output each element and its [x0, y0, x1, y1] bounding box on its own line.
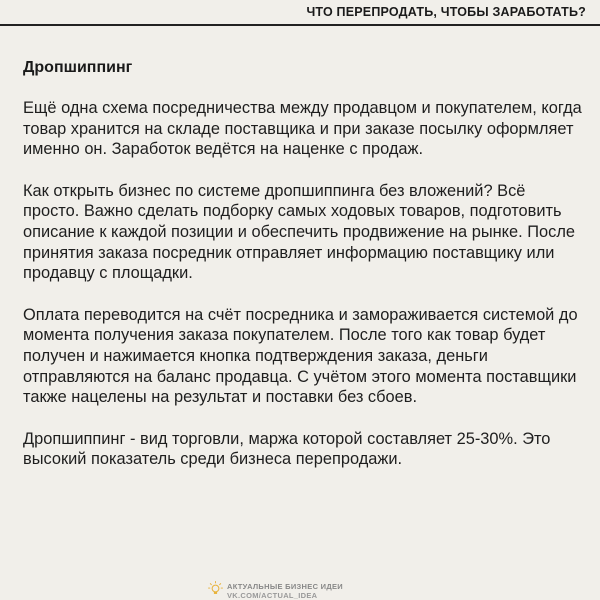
article-paragraph-3: Оплата переводится на счёт посредника и замораживается системой до момента получения заказа покупателем. После того как товар будет получен и нажимается кнопка подтверждения заказа, деньги отправляются на баланс продавца. С учётом этого момента поставщики также нацелены на результат и поставки без сбоев. [23, 305, 578, 407]
page-header [0, 0, 600, 28]
article-title: Дропшиппинг [23, 59, 133, 76]
footer-branding [0, 578, 600, 600]
article [23, 58, 583, 470]
lightbulb-icon [208, 581, 223, 596]
article-paragraph-1: Ещё одна схема посредничества между продавцом и покупателем, когда товар хранится на складе поставщика и при заказе посылку оформляет именно он. Заработок ведётся на наценке с продаж. [23, 99, 582, 159]
header-divider [0, 24, 600, 26]
article-paragraph-4: Дропшиппинг - вид торговли, маржа которой составляет 25-30%. Это высокий показатель среди бизнеса перепродажи. [23, 429, 551, 469]
footer-brand: АКТУАЛЬНЫЕ БИЗНЕС ИДЕИ [227, 582, 343, 591]
footer-link[interactable]: VK.COM/ACTUAL_IDEA [227, 591, 318, 600]
header-title: ЧТО ПЕРЕПРОДАТЬ, ЧТОБЫ ЗАРАБОТАТЬ? [306, 5, 586, 19]
article-paragraph-2: Как открыть бизнес по системе дропшиппинга без вложений? Всё просто. Важно сделать подборку самых ходовых товаров, подготовить описание к каждой позиции и обеспечить продвижение на рынке. После принятия заказа посредник отправляет информацию поставщику или продавцу с площадки. [23, 181, 576, 283]
